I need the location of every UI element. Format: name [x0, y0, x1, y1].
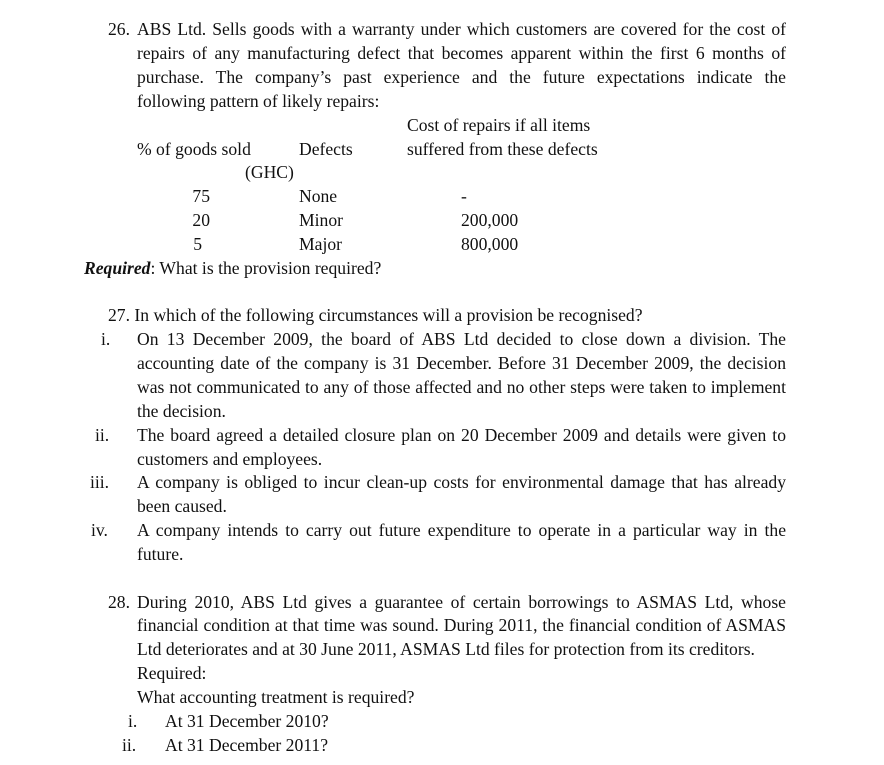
q26-line-4: following pattern of likely repairs:	[137, 91, 380, 111]
table-row-1-pct: 75	[192, 186, 210, 206]
q28-line-1: During 2010, ABS Ltd gives a guarantee of certain borrowings to ASMAS Ltd, whose	[137, 592, 786, 612]
q27-item-ii-line-1: The board agreed a detailed closure plan on 20 December 2009 and details were given to	[137, 425, 786, 445]
q27-intro: 27. In which of the following circumstances will a provision be recognised?	[108, 305, 643, 325]
q26-line-2: repairs of any manufacturing defect that becomes apparent within the first 6 months of	[137, 43, 786, 63]
table-row-2-defect: Minor	[299, 210, 343, 230]
table-row-1-cost: -	[461, 186, 467, 206]
q27-item-iii-numeral: iii.	[90, 472, 110, 492]
table-row-3-pct: 5	[193, 234, 202, 254]
q27-item-ii-numeral: ii.	[95, 425, 110, 445]
q28-sub-i-numeral: i.	[128, 711, 138, 731]
q28-line-3: Ltd deteriorates and at 30 June 2011, ASMAS Ltd files for protection from its creditors.	[137, 639, 755, 659]
q27-item-iii-line-2: been caused.	[137, 496, 227, 516]
q27-item-iv-numeral: iv.	[91, 520, 108, 540]
q26-line-3: purchase. The company’s past experience and the future expectations indicate the	[137, 67, 786, 87]
table-header-cost-line-1: Cost of repairs if all items	[407, 115, 591, 135]
q26-required-label: Required	[84, 258, 151, 278]
q28-question: What accounting treatment is required?	[137, 687, 415, 707]
table-header-pct-goods-sold: % of goods sold	[137, 139, 251, 159]
q27-item-iii-line-1: A company is obliged to incur clean-up costs for environmental damage that has already	[137, 472, 786, 492]
table-header-currency: (GHC)	[245, 162, 294, 182]
q28-sub-ii-numeral: ii.	[122, 735, 137, 755]
q27-item-i-line-2: accounting date of the company is 31 December. Before 31 December 2009, the decision	[137, 353, 786, 373]
q27-item-iv-line-2: future.	[137, 544, 184, 564]
table-row-3-defect: Major	[299, 234, 342, 254]
q27-item-i-line-3: was not communicated to any of those affected and no other steps were taken to implement	[137, 377, 786, 397]
q27-item-ii-line-2: customers and employees.	[137, 449, 323, 469]
table-header-cost-line-2: suffered from these defects	[407, 139, 598, 159]
q28-sub-ii-text: At 31 December 2011?	[165, 735, 329, 755]
table-row-2-cost: 200,000	[461, 210, 519, 230]
q26-number: 26.	[108, 19, 130, 39]
q28-required: Required:	[137, 663, 207, 683]
table-row-3-cost: 800,000	[461, 234, 519, 254]
q27-item-i-numeral: i.	[101, 329, 111, 349]
q27-item-i-line-4: the decision.	[137, 401, 226, 421]
q27-item-iv-line-1: A company intends to carry out future expenditure to operate in a particular way in the	[137, 520, 786, 540]
table-row-2-pct: 20	[192, 210, 210, 230]
q26-required	[84, 256, 381, 280]
table-row-1-defect: None	[299, 186, 338, 206]
q28-sub-i-text: At 31 December 2010?	[165, 711, 329, 731]
q28-number: 28.	[108, 592, 130, 612]
q27-item-i-line-1: On 13 December 2009, the board of ABS Ltd decided to close down a division. The	[137, 329, 786, 349]
table-header-defects: Defects	[299, 139, 353, 159]
q26-line-1: ABS Ltd. Sells goods with a warranty under which customers are covered for the cost of	[137, 19, 786, 39]
q28-line-2: financial condition at that time was sound. During 2011, the financial condition of ASMAS	[137, 615, 786, 635]
q26-required-text: : What is the provision required?	[150, 258, 382, 278]
